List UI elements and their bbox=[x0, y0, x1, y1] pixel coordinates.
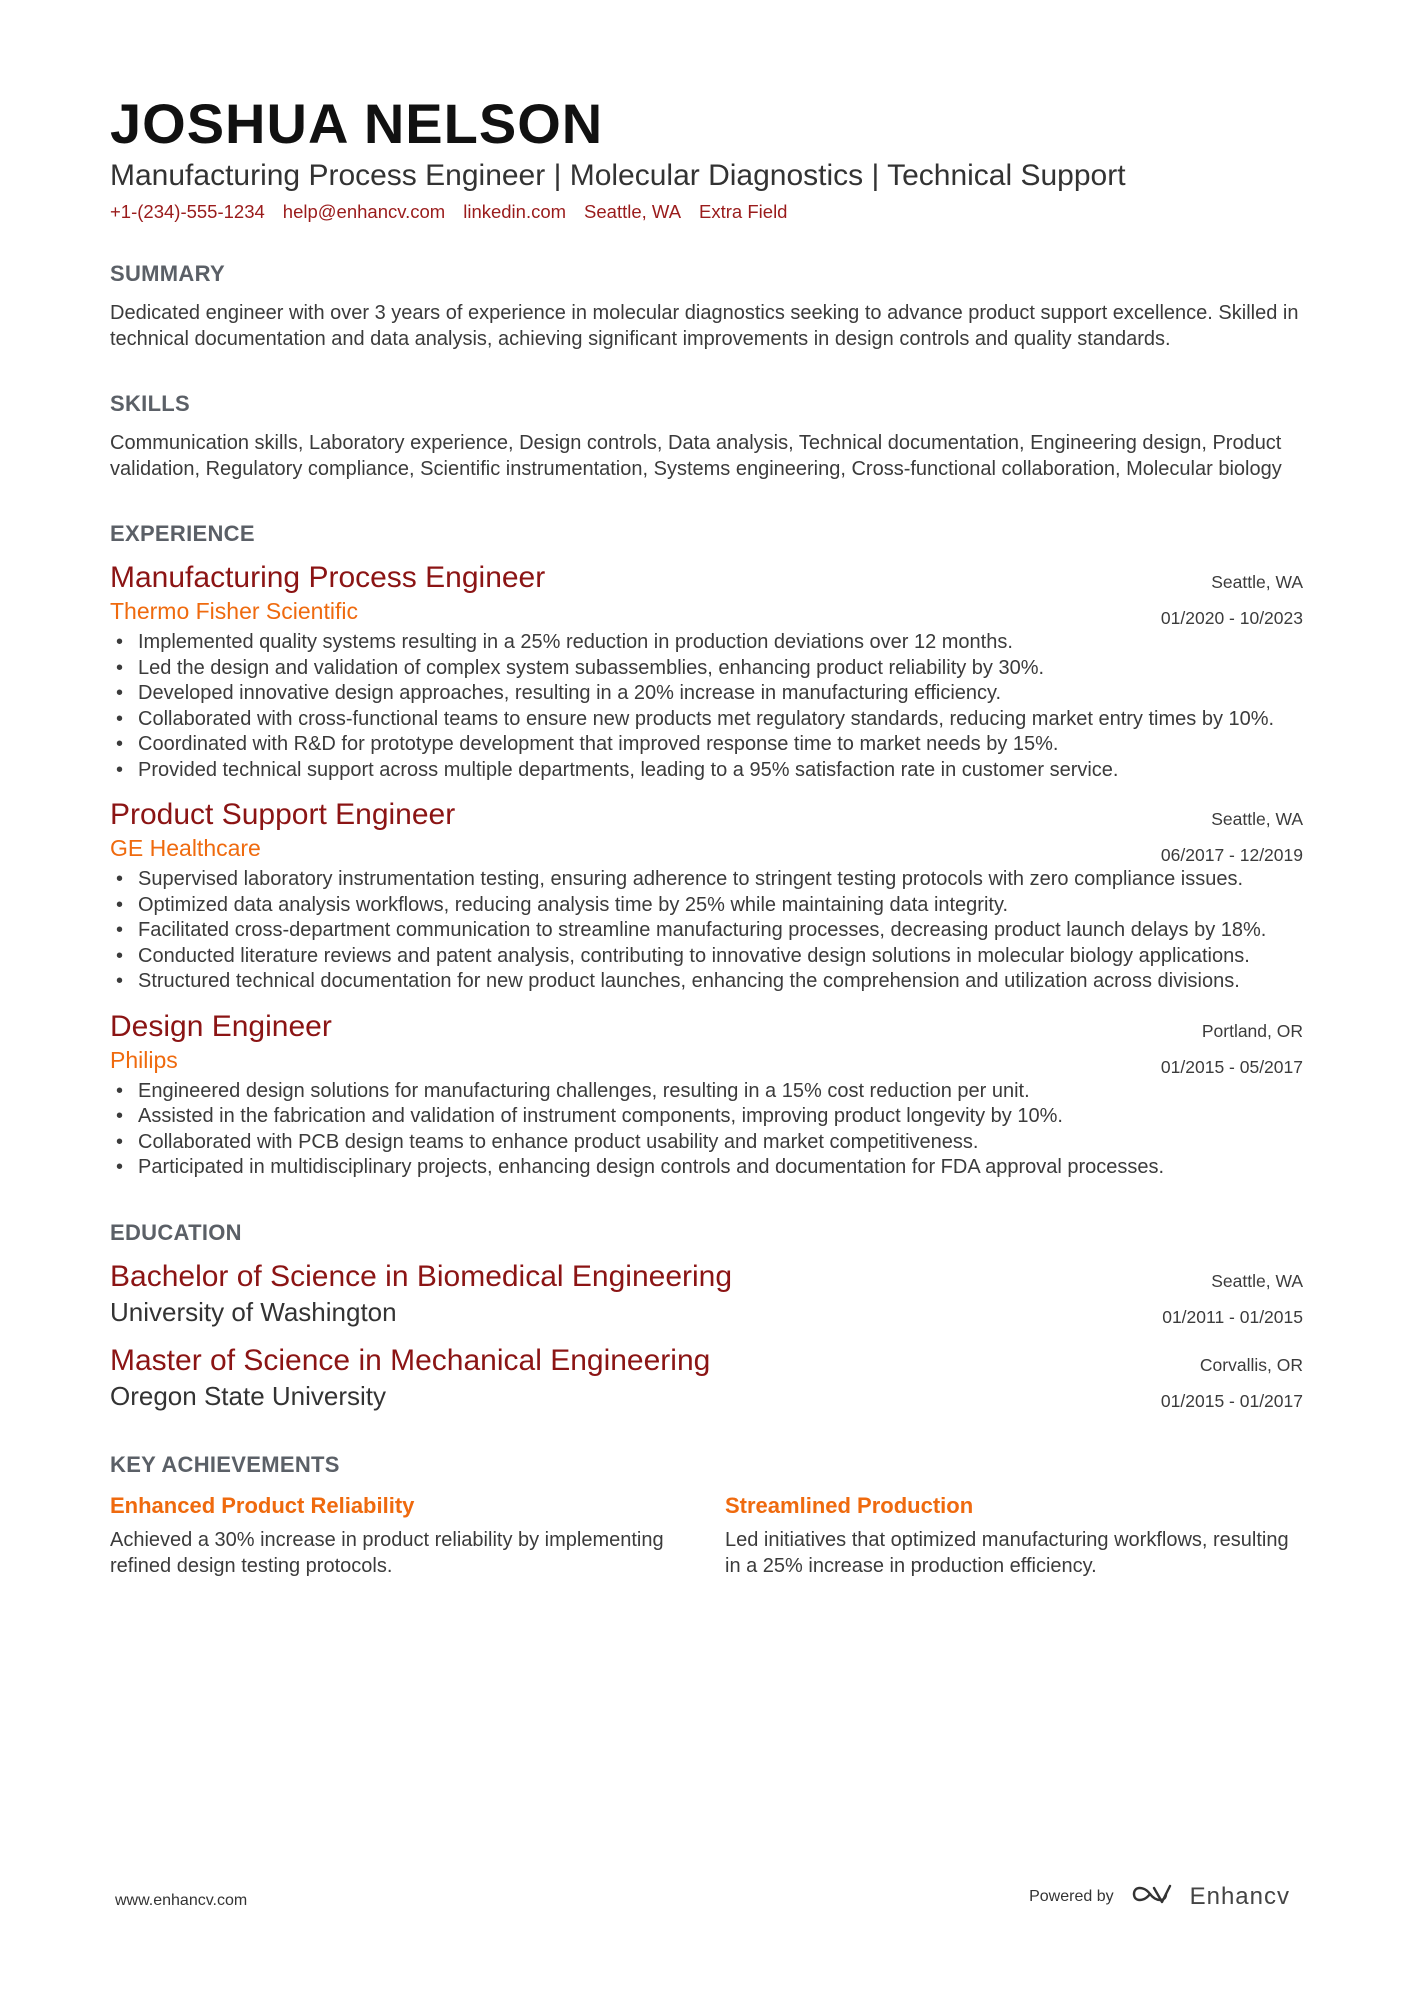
job-bullet: • Assisted in the fabrication and validation of instrument components, improving product longevity by 10%. bbox=[110, 1104, 1303, 1130]
contact-location: Seattle, WA bbox=[584, 201, 682, 222]
job-bullet: • Coordinated with R&D for prototype development that improved response time to market needs by 15%. bbox=[110, 732, 1303, 758]
achievement-item bbox=[110, 1491, 685, 1579]
school-name: Oregon State University bbox=[110, 1380, 387, 1411]
job-bullet: • Implemented quality systems resulting in a 25% reduction in production deviations over 12 months. bbox=[110, 630, 1303, 656]
education-location: Corvallis, OR bbox=[1199, 1354, 1303, 1375]
job-location: Seattle, WA bbox=[1211, 809, 1303, 829]
education-dates: 01/2015 - 01/2017 bbox=[1160, 1390, 1303, 1411]
experience-section-title: EXPERIENCE bbox=[110, 521, 255, 546]
achievement-text: Led initiatives that optimized manufacturing workflows, resulting in a 25% increase in production efficiency. bbox=[725, 1528, 1289, 1577]
job-title: Product Support Engineer bbox=[110, 798, 456, 831]
company-name: Philips bbox=[110, 1046, 178, 1073]
job-bullet: • Collaborated with cross-functional teams to ensure new products met regulatory standards, reducing market entry times by 10%. bbox=[110, 707, 1303, 733]
powered-by-label: Powered by bbox=[1029, 1887, 1114, 1905]
job-bullet: • Conducted literature reviews and patent analysis, contributing to innovative design solutions in molecular biology applications. bbox=[110, 944, 1303, 970]
footer-url[interactable]: www.enhancv.com bbox=[115, 1892, 248, 1909]
summary-section-title: SUMMARY bbox=[110, 261, 225, 286]
candidate-name: JOSHUA NELSON bbox=[110, 92, 604, 155]
job-bullet: • Provided technical support across multiple departments, leading to a 95% satisfaction rate in customer service. bbox=[110, 758, 1303, 784]
contact-extra-field: Extra Field bbox=[699, 201, 788, 222]
resume-page bbox=[110, 92, 1303, 1579]
experience-entry bbox=[110, 560, 1303, 783]
job-meta bbox=[1161, 801, 1303, 873]
job-bullet: • Engineered design solutions for manufacturing challenges, resulting in a 15% cost reduction per unit. bbox=[110, 1079, 1303, 1105]
achievement-text: Achieved a 30% increase in product reliability by implementing refined design testing protocols. bbox=[110, 1528, 664, 1577]
achievements-section-title: KEY ACHIEVEMENTS bbox=[110, 1451, 340, 1477]
job-bullets bbox=[110, 867, 1303, 995]
job-title: Design Engineer bbox=[110, 1009, 332, 1043]
job-dates: 06/2017 - 12/2019 bbox=[1160, 845, 1303, 865]
education-list bbox=[110, 1259, 1303, 1413]
job-bullet: • Facilitated cross-department communication to streamline manufacturing processes, decreasing product launch delays by 18%. bbox=[110, 918, 1303, 944]
education-entry bbox=[110, 1343, 1303, 1413]
contact-phone[interactable]: +1-(234)-555-1234 bbox=[110, 201, 265, 222]
degree-title: Bachelor of Science in Biomedical Engineering bbox=[110, 1259, 733, 1293]
job-bullet: • Developed innovative design approaches, resulting in a 20% increase in manufacturing efficiency. bbox=[110, 681, 1303, 707]
brand-name: Enhancv bbox=[1189, 1882, 1290, 1910]
contact-bar bbox=[110, 200, 1303, 224]
contact-email[interactable]: help@enhancv.com bbox=[282, 201, 446, 222]
achievement-title: Enhanced Product Reliability bbox=[110, 1492, 415, 1518]
degree-title: Master of Science in Mechanical Engineering bbox=[110, 1343, 711, 1377]
job-meta bbox=[1161, 564, 1303, 636]
education-meta bbox=[1162, 1263, 1303, 1335]
achievement-item bbox=[725, 1491, 1300, 1579]
achievements-grid bbox=[110, 1491, 1303, 1579]
education-entry bbox=[110, 1259, 1303, 1329]
summary-text: Dedicated engineer with over 3 years of experience in molecular diagnostics seeking to advance product support excellence. Skilled in technical documentation and data analysis, achieving significant improvements in design controls and quality standards. bbox=[110, 302, 1299, 350]
company-name: Thermo Fisher Scientific bbox=[110, 598, 358, 624]
job-dates: 01/2015 - 05/2017 bbox=[1160, 1056, 1303, 1077]
school-name: University of Washington bbox=[110, 1296, 397, 1327]
contact-linkedin[interactable]: linkedin.com bbox=[463, 201, 567, 222]
experience-entry-header bbox=[110, 560, 1303, 626]
achievement-title: Streamlined Production bbox=[725, 1492, 974, 1518]
company-name: GE Healthcare bbox=[110, 835, 261, 861]
job-bullet: • Supervised laboratory instrumentation testing, ensuring adherence to stringent testing protocols with zero compliance issues. bbox=[110, 867, 1303, 893]
education-entry-header bbox=[110, 1259, 1303, 1329]
job-bullet: • Optimized data analysis workflows, reducing analysis time by 25% while maintaining data integrity. bbox=[110, 893, 1303, 919]
experience-entry bbox=[110, 797, 1303, 995]
experience-entry bbox=[110, 1009, 1303, 1181]
experience-entry-header bbox=[110, 797, 1303, 863]
education-section-title: EDUCATION bbox=[110, 1219, 242, 1245]
job-bullet: • Collaborated with PCB design teams to enhance product usability and market competitiveness. bbox=[110, 1130, 1303, 1156]
job-meta bbox=[1161, 1013, 1303, 1085]
experience-entry-header bbox=[110, 1009, 1303, 1075]
page-footer bbox=[115, 1880, 1290, 1920]
experience-list bbox=[110, 560, 1303, 1181]
job-dates: 01/2020 - 10/2023 bbox=[1160, 608, 1303, 628]
candidate-headline: Manufacturing Process Engineer | Molecular Diagnostics | Technical Support bbox=[110, 159, 1126, 192]
education-dates: 01/2011 - 01/2015 bbox=[1162, 1306, 1303, 1327]
education-meta bbox=[1161, 1347, 1303, 1419]
skills-text: Communication skills, Laboratory experience, Design controls, Data analysis, Technical documentation, Engineering design, Product validation, Regulatory compliance, Scientific instrumentation, Systems engineering, Cross-functional collaboration, Molecular biology bbox=[110, 432, 1282, 480]
enhancv-logo-icon bbox=[1128, 1880, 1176, 1913]
job-bullet: • Participated in multidisciplinary projects, enhancing design controls and documentation for FDA approval processes. bbox=[110, 1155, 1303, 1181]
education-entry-header bbox=[110, 1343, 1303, 1413]
job-bullet: • Led the design and validation of complex system subassemblies, enhancing product reliability by 30%. bbox=[110, 656, 1303, 682]
job-bullets bbox=[110, 630, 1303, 783]
skills-section-title: SKILLS bbox=[110, 391, 191, 416]
job-title: Manufacturing Process Engineer bbox=[110, 561, 546, 594]
job-bullets bbox=[110, 1079, 1303, 1181]
education-location: Seattle, WA bbox=[1211, 1270, 1303, 1291]
job-bullet: • Structured technical documentation for new product launches, enhancing the comprehension and utilization across divisions. bbox=[110, 969, 1303, 995]
footer-brand bbox=[1029, 1880, 1290, 1913]
job-location: Seattle, WA bbox=[1211, 572, 1303, 592]
job-location: Portland, OR bbox=[1201, 1020, 1303, 1041]
